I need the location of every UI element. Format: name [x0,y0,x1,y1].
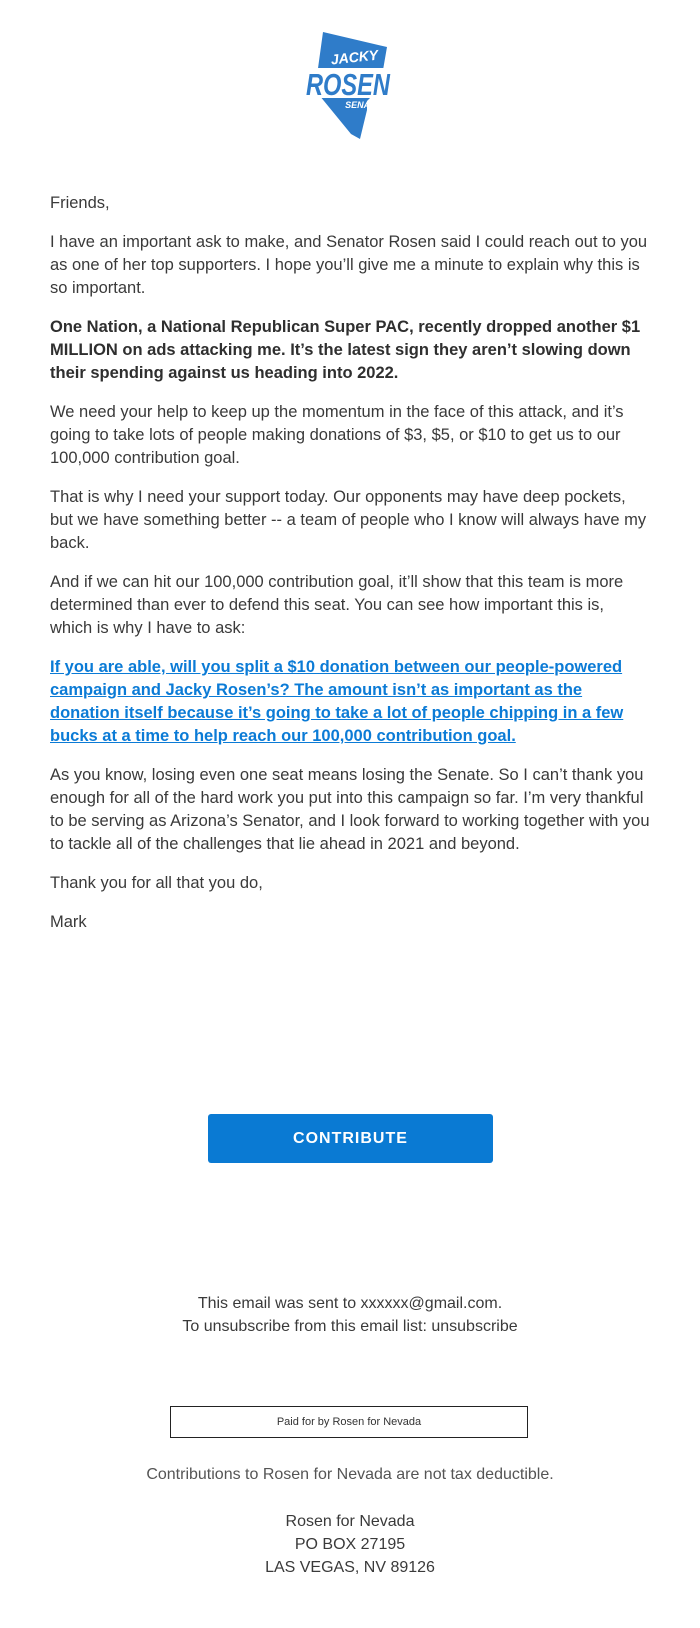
footer-unsubscribe-prefix: To unsubscribe from this email list: [182,1318,432,1335]
letter-body [50,192,650,950]
logo-rosen-text: ROSEN [306,67,391,102]
footer-unsubscribe-line [0,1315,700,1338]
letter-paragraph-super-pac: One Nation, a National Republican Super PAC, recently dropped another $1 MILLION on ads attacking me. It’s the latest sign they aren’t slowing down their spending against us heading into 2022. [50,318,641,382]
address-city: LAS VEGAS, NV 89126 [265,1559,435,1576]
unsubscribe-link[interactable]: unsubscribe [431,1318,518,1335]
footer-sent-to: This email was sent to xxxxxx@gmail.com. [197,1295,503,1312]
address-po-box: PO BOX 27195 [294,1536,406,1553]
paid-for-disclaimer-box [170,1406,528,1438]
letter-paragraph-support: That is why I need your support today. Our opponents may have deep pockets, but we have something better -- a team of people who I know will always have my back. [50,488,647,552]
logo-jacky-text: JACKY [330,46,379,68]
letter-paragraph-momentum: We need your help to keep up the momentum in the face of this attack, and it’s going to take lots of people making donations of $3, $5, or $10 to get us to our 100,000 contribution goal. [50,403,624,467]
tax-deductible-note: Contributions to Rosen for Nevada are not tax deductible. [146,1466,554,1483]
paid-for-text: Paid for by Rosen for Nevada [276,1416,422,1428]
letter-signature: Mark [50,913,87,931]
contribute-button[interactable]: CONTRIBUTE [208,1114,493,1163]
logo-senate-text: SENATE [345,100,381,110]
header-logo-area [0,32,700,140]
letter-paragraph-ask [50,656,650,748]
letter-closing: Thank you for all that you do, [50,874,263,892]
letter-paragraph-intro: I have an important ask to make, and Senator Rosen said I could reach out to you as one of her top supporters. I hope you’ll give me a minute to explain why this is so important. [50,233,648,297]
donation-ask-link[interactable]: If you are able, will you split a $10 donation between our people-powered campaign and Jacky Rosen’s? The amount isn’t as important as the donation itself because it’s going to take a lot of people chipping in a few bucks at a time to help reach our 100,000 contribution goal. [50,658,624,745]
address-name: Rosen for Nevada [285,1513,415,1530]
letter-paragraph-goal: And if we can hit our 100,000 contribution goal, it’ll show that this team is more determined than ever to defend this seat. You can see how important this is, which is why I have to ask: [50,573,624,637]
mailing-address [0,1510,700,1579]
jacky-rosen-senate-logo [305,32,395,140]
letter-paragraph-senate: As you know, losing even one seat means losing the Senate. So I can’t thank you enough for all of the hard work you put into this campaign so far. I’m very thankful to be serving as Arizona’s Senator, and I look forward to working together with you to tackle all of the challenges that lie ahead in 2021 and beyond. [50,766,650,853]
footer-email-info [0,1292,700,1338]
letter-greeting: Friends, [50,194,110,212]
